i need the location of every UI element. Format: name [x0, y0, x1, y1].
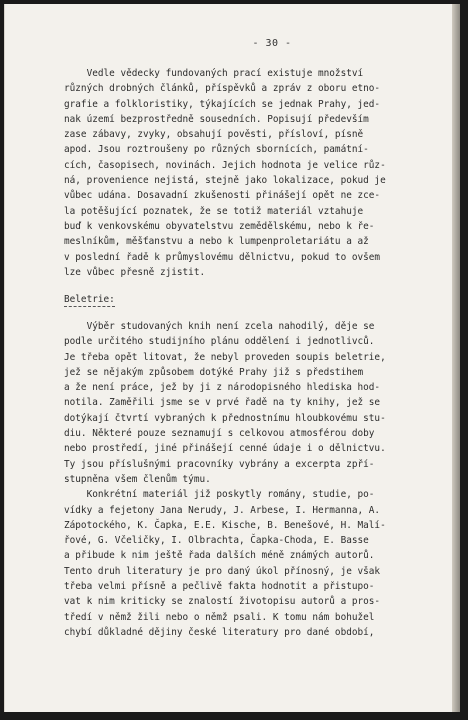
text-line: chybí důkladné dějiny české literatury pro dané období, [64, 626, 375, 638]
text-line: tředí v němž žili nebo o němž psali. K tomu nám bohužel [64, 611, 375, 623]
text-line: vůbec udána. Dosavadní zkušenosti přinášejí opět ne zce- [64, 190, 381, 202]
page-edge [452, 4, 460, 712]
text-line: nak území bezprostředně sousedních. Popisují především [64, 113, 369, 125]
text-line: grafie a folkloristiky, týkajících se jednak Prahy, jed- [64, 98, 381, 110]
text-line: nebo prostředí, jiné přinášejí cenné údaje i o dělnictvu. [64, 443, 386, 455]
text-line: meslníkům, měšťanstvu a nebo k lumpenproletariátu a až [64, 236, 369, 248]
text-line: stupněna všem členům týmu. [64, 473, 211, 485]
text-line: cích, časopisech, novinách. Jejich hodnota je velice růz- [64, 159, 386, 171]
text-line: Tento druh literatury je pro daný úkol přínosný, je však [64, 565, 381, 577]
text-line: Konkrétní materiál již poskytly romány, studie, po- [64, 489, 375, 501]
text-line: Ty jsou příslušnými pracovníky vybrány a excerpta zpří- [64, 458, 375, 470]
text-line: vídky a fejetony Jana Nerudy, J. Arbese, I. Hermanna, A. [64, 504, 381, 516]
text-line: a přibude k nim ještě řada dalších méně známých autorů. [64, 550, 375, 562]
section-heading: Beletrie: [64, 294, 115, 305]
text-line: vat k nim kriticky se znalostí životopisu autorů a pros- [64, 596, 381, 608]
text-line: jež se nějakým způsobem dotýké Prahy již s předstihem [64, 366, 364, 378]
text-line: Výběr studovaných knih není zcela nahodilý, děje se [64, 321, 375, 332]
text-line: notila. Zaměřili jsme se v prvé řadě na ty knihy, jež se [64, 397, 381, 409]
text-line: Vedle vědecky fundovaných prací existuje množství [64, 68, 364, 79]
paragraph-fiction [64, 319, 384, 640]
text-line: v poslední řadě k průmyslovému dělnictvu, pokud to ovšem [64, 251, 381, 263]
text-line: podle určitého studijního plánu oddělení i jednotlivců. [64, 336, 375, 348]
text-line: a že není práce, jež by ji z národopisného hlediska hod- [64, 382, 381, 394]
text-line: ná, provenience nejistá, stejně jako lokalizace, pokud je [64, 175, 386, 187]
paragraph-etnography [64, 66, 384, 280]
document-page [4, 4, 452, 712]
page-number: - 30 - [252, 38, 292, 49]
text-line: třeba velmi přísně a pečlivě fakta hodnotit a přistupo- [64, 581, 375, 593]
text-line: apod. Jsou roztroušeny po různých sbornících, památní- [64, 144, 369, 156]
text-line: Je třeba opět litovat, že nebyl proveden soupis beletrie, [64, 351, 386, 363]
text-line: la potěšující poznatek, že se totiž materiál vztahuje [64, 205, 364, 217]
text-line: Zápotockého, K. Čapka, E.E. Kische, B. Benešové, H. Malí- [64, 519, 386, 531]
text-line: zase zábavy, zvyky, obsahují pověsti, přísloví, písně [64, 129, 364, 141]
text-line: dotýkají čtvrtí vybraných k přednostnímu hloubkovému stu- [64, 412, 386, 424]
text-line: buď k venkovskému obyvatelstvu zemědělskému, nebo k ře- [64, 220, 375, 232]
text-line: lze vůbec přesně zjistit. [64, 266, 206, 278]
text-line: řové, G. Včeličky, I. Olbrachta, Čapka-Choda, E. Basse [64, 535, 369, 547]
text-line: různých drobných článků, příspěvků a zpráv z oboru etno- [64, 83, 381, 95]
text-line: diu. Některé pouze seznamují s celkovou atmosférou doby [64, 428, 375, 440]
